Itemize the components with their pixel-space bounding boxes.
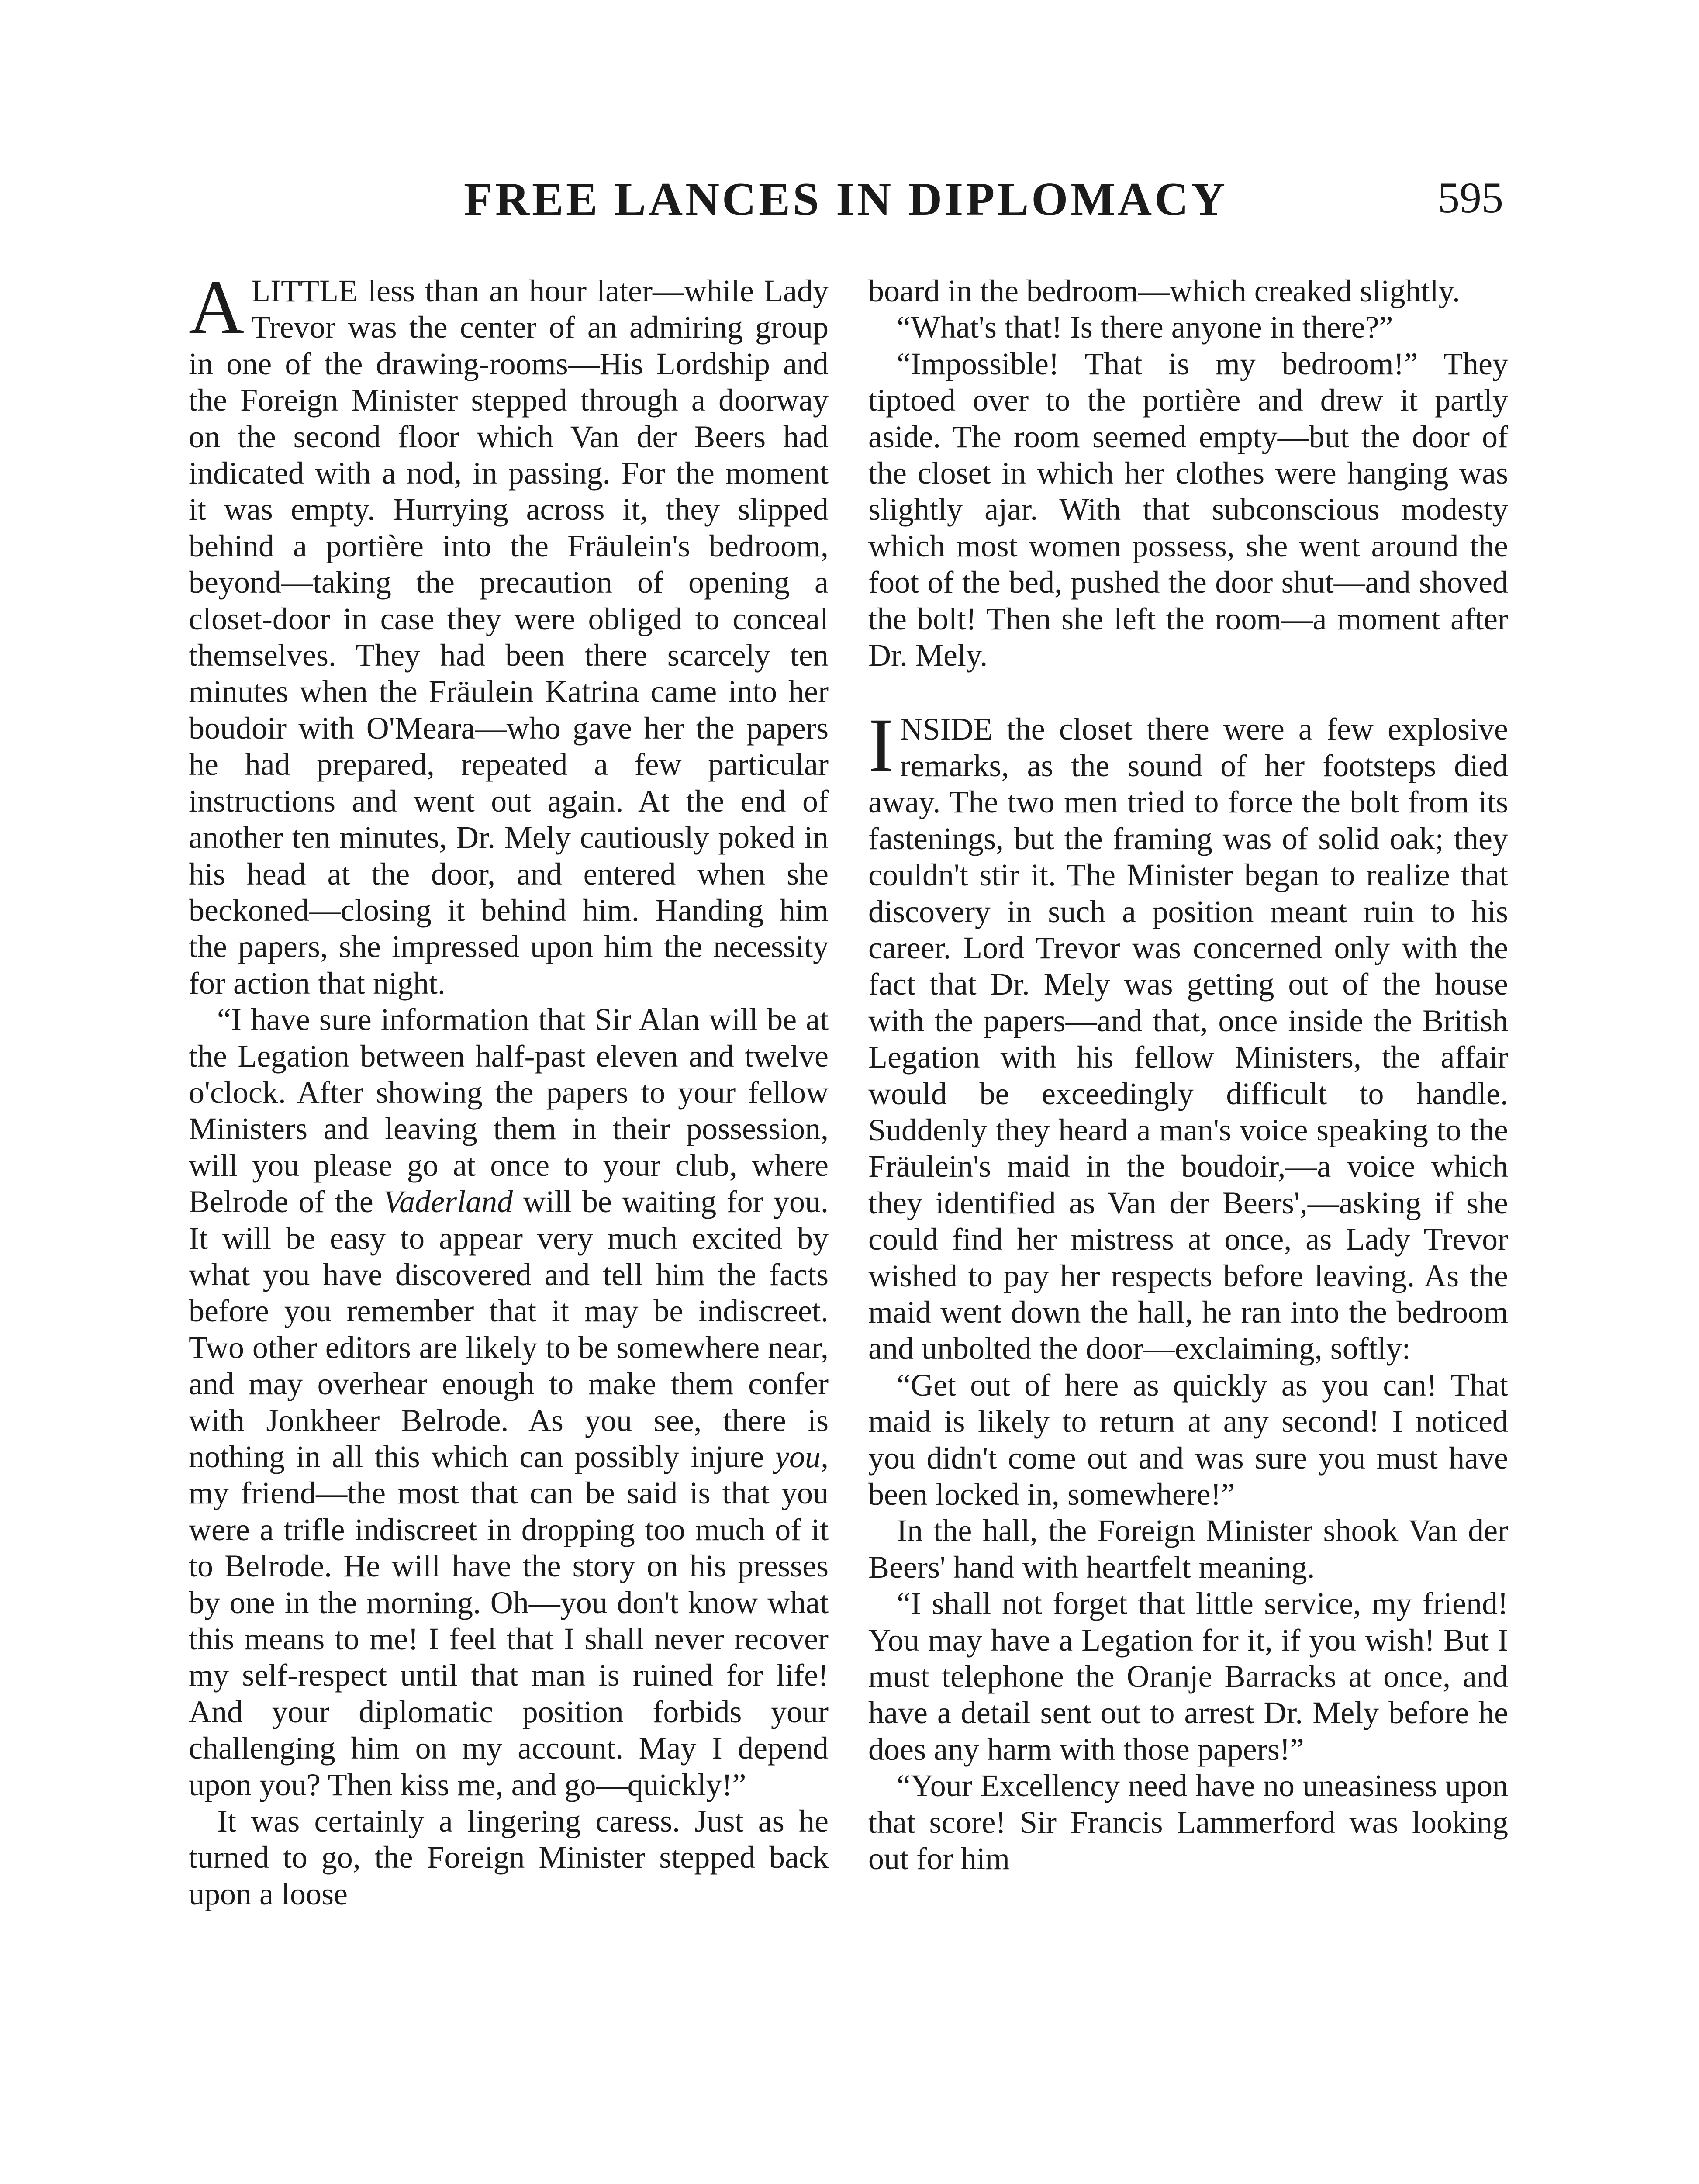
- right-column: [868, 273, 1508, 1877]
- paragraph-text: It was certainly a lingering caress. Just as he turned to go, the Foreign Minister stepped back upon a loose: [189, 1804, 829, 1911]
- paragraph: [868, 1513, 1508, 1586]
- paragraph: [189, 265, 829, 1002]
- paragraph-text: “I shall not forget that little service, my friend! You may have a Legation for it, if you wish! But I must telephone the Oranje Barracks at once, and have a detail sent out to arrest Dr. Mely before he does any harm with those papers!”: [868, 1586, 1508, 1767]
- paragraph-text: In the hall, the Foreign Minister shook Van der Beers' hand with heartfelt meaning.: [868, 1513, 1508, 1585]
- paragraph: [868, 346, 1508, 674]
- page-number: 595: [1438, 173, 1503, 222]
- paragraph-text: LITTLE less than an hour later—while Lady Trevor was the center of an admiring group in one of the drawing-rooms—His Lordship and the Foreign Minister stepped through a doorway on the second floor which Van der Beers had indicated with a nod, in passing. For the moment it was empty. Hurrying across it, they slipped behind a portière into the Fräulein's bedroom, beyond—taking the precaution of opening a closet-door in case they were obliged to conceal themselves. They had been there scarcely ten minutes when the Fräulein Katrina came into her boudoir with O'Meara—who gave her the papers he had prepared, repeated a few particular instructions and went out again. At the end of another ten minutes, Dr. Mely cautiously poked in his head at the door, and entered when she beckoned—closing it behind him. Handing him the papers, she impressed upon him the necessity for action that night.: [189, 273, 829, 1001]
- paragraph-text: “What's that! Is there anyone in there?”: [897, 310, 1393, 345]
- paragraph-text: NSIDE the closet there were a few explosive remarks, as the sound of her footsteps died away. The two men tried to force the bolt from its fastenings, but the framing was of solid oak; they couldn't stir it. The Minister began to realize that discovery in such a position meant ruin to his career. Lord Trevor was concerned only with the fact that Dr. Mely was getting out of the house with the papers—and that, once inside the British Legation with his fellow Ministers, the affair would be exceedingly difficult to handle. Suddenly they heard a man's voice speaking to the Fräulein's maid in the boudoir,—a voice which they identified as Van der Beers',—asking if she could find her mistress at once, as Lady Trevor wished to pay her respects before leaving. As the maid went down the hall, he ran into the bedroom and unbolted the door—exclaiming, softly:: [868, 712, 1508, 1366]
- drop-cap: I: [868, 703, 894, 788]
- paragraph: [868, 309, 1508, 346]
- emphasis-text: you,: [775, 1439, 829, 1474]
- paragraph-text: board in the bedroom—which creaked slightly.: [868, 273, 1460, 308]
- section-paragraph: [868, 703, 1508, 1367]
- paragraph: [868, 1768, 1508, 1877]
- paragraph: [868, 1586, 1508, 1768]
- drop-cap: A: [189, 265, 245, 350]
- paragraph-text: my friend—the most that can be said is that you were a trifle indiscreet in dropping too much of it to Belrode. He will have the story on his presses by one in the morning. Oh—you don't know what this means to me! I feel that I shall never recover my self-respect until that man is ruined for life! And your diplomatic position forbids your challenging him on my account. May I depend upon you? Then kiss me, and go—quickly!”: [189, 1476, 829, 1802]
- paragraph: [868, 273, 1508, 309]
- newspaper-name: Vaderland: [383, 1184, 513, 1220]
- running-title: FREE LANCES IN DIPLOMACY: [464, 173, 1228, 225]
- paragraph: [189, 1803, 829, 1912]
- paragraph-text: “Impossible! That is my bedroom!” They tiptoed over to the portière and drew it partly aside. The room seemed empty—but the door of the closet in which her clothes were hanging was slightly ajar. With that subconscious modesty which most women possess, she went around the foot of the bed, pushed the door shut—and shoved the bolt! Then she left the room—a moment after Dr. Mely.: [868, 346, 1508, 673]
- paragraph-text: “I have sure information that Sir Alan will be at the Legation between half-past eleven and twelve o'clock. After showing the papers to your fellow Ministers and leaving them in their possession, will you please go at once to your club, where Belrode of the: [189, 1002, 829, 1220]
- page-header: [189, 173, 1503, 238]
- paragraph: [189, 1002, 829, 1803]
- paragraph: [868, 1367, 1508, 1513]
- paragraph-text: will be waiting for you. It will be easy to appear very much excited by what you have discovered and tell him the facts before you remember that it may be indiscreet. Two other editors are likely to be somewhere near, and may overhear enough to make them confer with Jonkheer Belrode. As you see, there is nothing in all this which can possibly injure: [189, 1184, 829, 1474]
- paragraph-text: “Your Excellency need have no uneasiness upon that score! Sir Francis Lammerford was looking out for him: [868, 1768, 1508, 1876]
- left-column: [189, 265, 829, 1912]
- paragraph-text: “Get out of here as quickly as you can! That maid is likely to return at any second! I noticed you didn't come out and was sure you must have been locked in, somewhere!”: [868, 1367, 1508, 1512]
